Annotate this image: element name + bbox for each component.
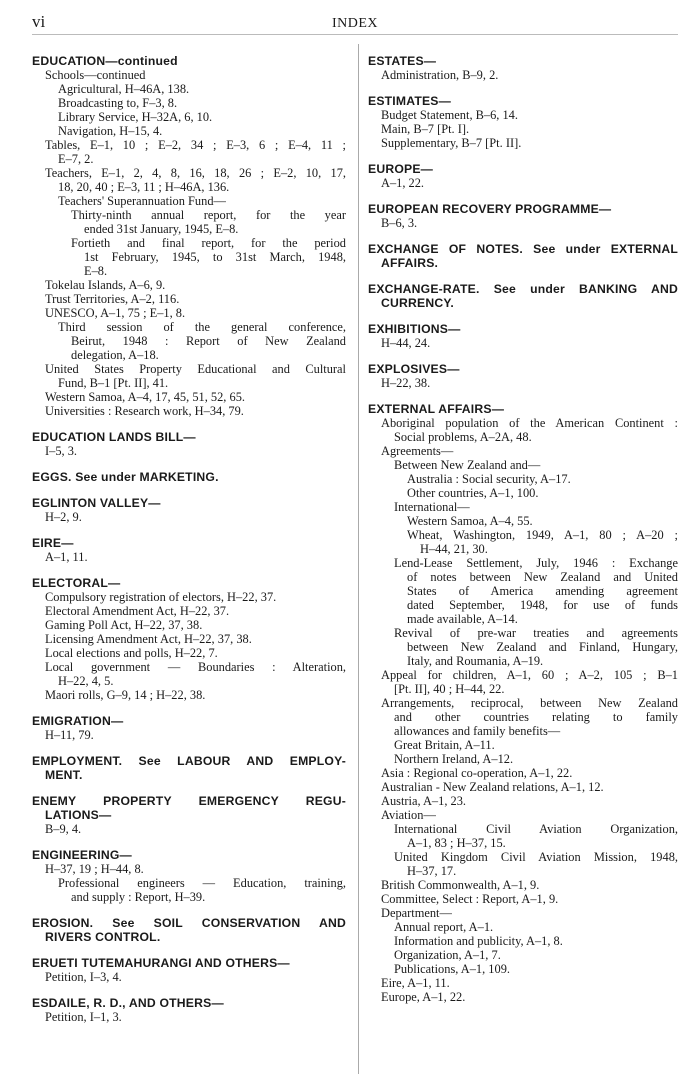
index-entry: H–37, 17. xyxy=(407,864,457,878)
index-entry: United Kingdom Civil Aviation Mission, 1948, xyxy=(394,850,678,864)
index-entry: Schools—continued xyxy=(45,68,146,82)
index-heading: CURRENCY. xyxy=(381,296,454,310)
entry-gap xyxy=(368,230,678,242)
index-entry: Committee, Select : Report, A–1, 9. xyxy=(381,892,559,906)
index-entry: Organization, A–1, 7. xyxy=(394,948,501,962)
index-entry: delegation, A–18. xyxy=(71,348,159,362)
index-entry: made available, A–14. xyxy=(407,612,518,626)
index-heading: ESDAILE, R. D., AND OTHERS— xyxy=(32,996,224,1010)
index-heading: ELECTORAL— xyxy=(32,576,121,590)
index-heading: ENEMY PROPERTY EMERGENCY REGU- xyxy=(32,794,346,808)
index-heading: ERUETI TUTEMAHURANGI AND OTHERS— xyxy=(32,956,290,970)
index-heading: EXCHANGE OF NOTES. See under EXTERNAL xyxy=(368,242,678,256)
index-entry: UNESCO, A–1, 75 ; E–1, 8. xyxy=(45,306,186,320)
index-entry: E–7, 2. xyxy=(58,152,94,166)
index-entry: Europe, A–1, 22. xyxy=(381,990,466,1004)
entry-gap xyxy=(32,418,346,430)
running-head: INDEX xyxy=(331,16,379,31)
entry-gap xyxy=(32,782,346,794)
index-entry: Compulsory registration of electors, H–22, 37. xyxy=(45,590,277,604)
index-entry: Maori rolls, G–9, 14 ; H–22, 38. xyxy=(45,688,206,702)
index-entry: Information and publicity, A–1, 8. xyxy=(394,934,563,948)
index-heading: RIVERS CONTROL. xyxy=(45,930,161,944)
index-entry: Teachers' Superannuation Fund— xyxy=(58,194,226,208)
index-entry: Lend-Lease Settlement, July, 1946 : Exchange xyxy=(394,556,678,570)
index-heading: EROSION. See SOIL CONSERVATION AND xyxy=(32,916,346,930)
index-entry: Third session of the general conference, xyxy=(58,320,346,334)
index-column-left xyxy=(32,54,346,1024)
index-heading: MENT. xyxy=(45,768,83,782)
index-heading: ESTIMATES— xyxy=(368,94,452,108)
index-heading: EDUCATION LANDS BILL— xyxy=(32,430,196,444)
index-entry: allowances and family benefits— xyxy=(394,724,561,738)
entry-gap xyxy=(32,564,346,576)
index-entry: Petition, I–1, 3. xyxy=(45,1010,122,1024)
index-entry: Universities : Research work, H–34, 79. xyxy=(45,404,244,418)
index-entry: Tables, E–1, 10 ; E–2, 34 ; E–3, 6 ; E–4, 11 ; xyxy=(45,138,346,152)
index-entry: Northern Ireland, A–12. xyxy=(394,752,514,766)
index-entry: Social problems, A–2A, 48. xyxy=(394,430,532,444)
page-header xyxy=(32,12,678,35)
index-entry: Budget Statement, B–6, 14. xyxy=(381,108,518,122)
index-entry: Fund, B–1 [Pt. II], 41. xyxy=(58,376,169,390)
index-entry: International— xyxy=(394,500,470,514)
index-entry: Professional engineers — Education, training, xyxy=(58,876,346,890)
index-entry: of notes between New Zealand and United xyxy=(407,570,678,584)
index-entry: and other countries relating to family xyxy=(394,710,678,724)
index-entry: A–1, 11. xyxy=(45,550,88,564)
index-entry: Australia : Social security, A–17. xyxy=(407,472,571,486)
index-entry: Australian - New Zealand relations, A–1, 12. xyxy=(381,780,604,794)
index-entry: Western Samoa, A–4, 55. xyxy=(407,514,533,528)
index-entry: Administration, B–9, 2. xyxy=(381,68,499,82)
index-entry: Aboriginal population of the American Continent : xyxy=(381,416,678,430)
index-heading: EXHIBITIONS— xyxy=(368,322,461,336)
index-entry: Broadcasting to, F–3, 8. xyxy=(58,96,178,110)
index-entry: H–22, 38. xyxy=(381,376,431,390)
entry-gap xyxy=(368,310,678,322)
index-heading: ENGINEERING— xyxy=(32,848,132,862)
index-entry: Tokelau Islands, A–6, 9. xyxy=(45,278,166,292)
index-entry: Gaming Poll Act, H–22, 37, 38. xyxy=(45,618,203,632)
index-entry: Revival of pre-war treaties and agreements xyxy=(394,626,678,640)
index-entry: H–44, 21, 30. xyxy=(420,542,488,556)
index-entry: Thirty-ninth annual report, for the year xyxy=(71,208,346,222)
index-heading: EUROPEAN RECOVERY PROGRAMME— xyxy=(368,202,612,216)
index-entry: A–1, 22. xyxy=(381,176,425,190)
index-entry: Petition, I–3, 4. xyxy=(45,970,122,984)
index-entry: Austria, A–1, 23. xyxy=(381,794,467,808)
index-entry: Fortieth and final report, for the period xyxy=(71,236,346,250)
index-entry: Licensing Amendment Act, H–22, 37, 38. xyxy=(45,632,252,646)
index-heading: EIRE— xyxy=(32,536,74,550)
index-entry: ended 31st January, 1945, E–8. xyxy=(84,222,239,236)
index-entry: A–1, 83 ; H–37, 15. xyxy=(407,836,506,850)
index-heading: AFFAIRS. xyxy=(381,256,439,270)
index-entry: 1st February, 1945, to 31st March, 1948, xyxy=(84,250,346,264)
index-heading: EGLINTON VALLEY— xyxy=(32,496,161,510)
entry-gap xyxy=(32,484,346,496)
index-entry: Eire, A–1, 11. xyxy=(381,976,450,990)
index-entry: B–9, 4. xyxy=(45,822,82,836)
index-entry: Agricultural, H–46A, 138. xyxy=(58,82,190,96)
entry-gap xyxy=(32,458,346,470)
index-entry: dated September, 1948, for use of funds xyxy=(407,598,678,612)
index-entry: Library Service, H–32A, 6, 10. xyxy=(58,110,213,124)
entry-gap xyxy=(368,390,678,402)
index-entry: Wheat, Washington, 1949, A–1, 80 ; A–20 ; xyxy=(407,528,678,542)
entry-gap xyxy=(368,190,678,202)
index-entry: Teachers, E–1, 2, 4, 8, 16, 18, 26 ; E–2, 10, 17, xyxy=(45,166,346,180)
index-entry: Local elections and polls, H–22, 7. xyxy=(45,646,218,660)
index-entry: Main, B–7 [Pt. I]. xyxy=(381,122,470,136)
entry-gap xyxy=(368,82,678,94)
index-entry: E–8. xyxy=(84,264,108,278)
index-entry: International Civil Aviation Organization, xyxy=(394,822,678,836)
index-entry: Supplementary, B–7 [Pt. II]. xyxy=(381,136,522,150)
entry-gap xyxy=(32,944,346,956)
index-heading: EXTERNAL AFFAIRS— xyxy=(368,402,505,416)
index-entry: I–5, 3. xyxy=(45,444,78,458)
index-entry: [Pt. II], 40 ; H–44, 22. xyxy=(394,682,505,696)
index-entry: Beirut, 1948 : Report of New Zealand xyxy=(71,334,346,348)
index-heading: EDUCATION—continued xyxy=(32,54,178,68)
index-entry: H–11, 79. xyxy=(45,728,94,742)
index-entry: Great Britain, A–11. xyxy=(394,738,495,752)
index-entry: Western Samoa, A–4, 17, 45, 51, 52, 65. xyxy=(45,390,245,404)
index-entry: H–22, 4, 5. xyxy=(58,674,114,688)
index-entry: Trust Territories, A–2, 116. xyxy=(45,292,180,306)
index-entry: States of America amending agreement xyxy=(407,584,678,598)
index-entry: 18, 20, 40 ; E–3, 11 ; H–46A, 136. xyxy=(58,180,230,194)
index-heading: EXCHANGE-RATE. See under BANKING AND xyxy=(368,282,678,296)
index-entry: Electoral Amendment Act, H–22, 37. xyxy=(45,604,230,618)
index-entry: British Commonwealth, A–1, 9. xyxy=(381,878,540,892)
index-entry: Agreements— xyxy=(381,444,454,458)
index-heading: EMPLOYMENT. See LABOUR AND EMPLOY- xyxy=(32,754,346,768)
entry-gap xyxy=(368,350,678,362)
entry-gap xyxy=(32,702,346,714)
index-entry: Local government — Boundaries : Alteration, xyxy=(45,660,346,674)
index-heading: EGGS. See under MARKETING. xyxy=(32,470,219,484)
index-entry: B–6, 3. xyxy=(381,216,418,230)
index-entry: Department— xyxy=(381,906,452,920)
index-heading: ESTATES— xyxy=(368,54,437,68)
index-entry: United States Property Educational and Cultural xyxy=(45,362,346,376)
index-entry: Navigation, H–15, 4. xyxy=(58,124,163,138)
index-entry: Publications, A–1, 109. xyxy=(394,962,510,976)
index-entry: Aviation— xyxy=(381,808,436,822)
column-divider xyxy=(358,44,359,1074)
entry-gap xyxy=(368,270,678,282)
index-entry: Asia : Regional co-operation, A–1, 22. xyxy=(381,766,573,780)
index-heading: LATIONS— xyxy=(45,808,112,822)
entry-gap xyxy=(32,904,346,916)
index-entry: H–37, 19 ; H–44, 8. xyxy=(45,862,144,876)
index-entry: Appeal for children, A–1, 60 ; A–2, 105 ; B–1 xyxy=(381,668,678,682)
index-entry: Italy, and Roumania, A–19. xyxy=(407,654,544,668)
entry-gap xyxy=(368,150,678,162)
index-entry: Arrangements, reciprocal, between New Zealand xyxy=(381,696,678,710)
entry-gap xyxy=(32,742,346,754)
entry-gap xyxy=(32,836,346,848)
index-entry: Annual report, A–1. xyxy=(394,920,494,934)
index-heading: EMIGRATION— xyxy=(32,714,124,728)
index-entry: Other countries, A–1, 100. xyxy=(407,486,539,500)
index-entry: H–44, 24. xyxy=(381,336,431,350)
entry-gap xyxy=(32,524,346,536)
index-entry: and supply : Report, H–39. xyxy=(71,890,206,904)
page-number: vi xyxy=(32,12,46,31)
index-entry: Between New Zealand and— xyxy=(394,458,541,472)
index-heading: EUROPE— xyxy=(368,162,434,176)
index-entry: H–2, 9. xyxy=(45,510,82,524)
index-heading: EXPLOSIVES— xyxy=(368,362,460,376)
index-column-right xyxy=(368,54,678,1004)
index-entry: between New Zealand and Finland, Hungary, xyxy=(407,640,678,654)
entry-gap xyxy=(32,984,346,996)
